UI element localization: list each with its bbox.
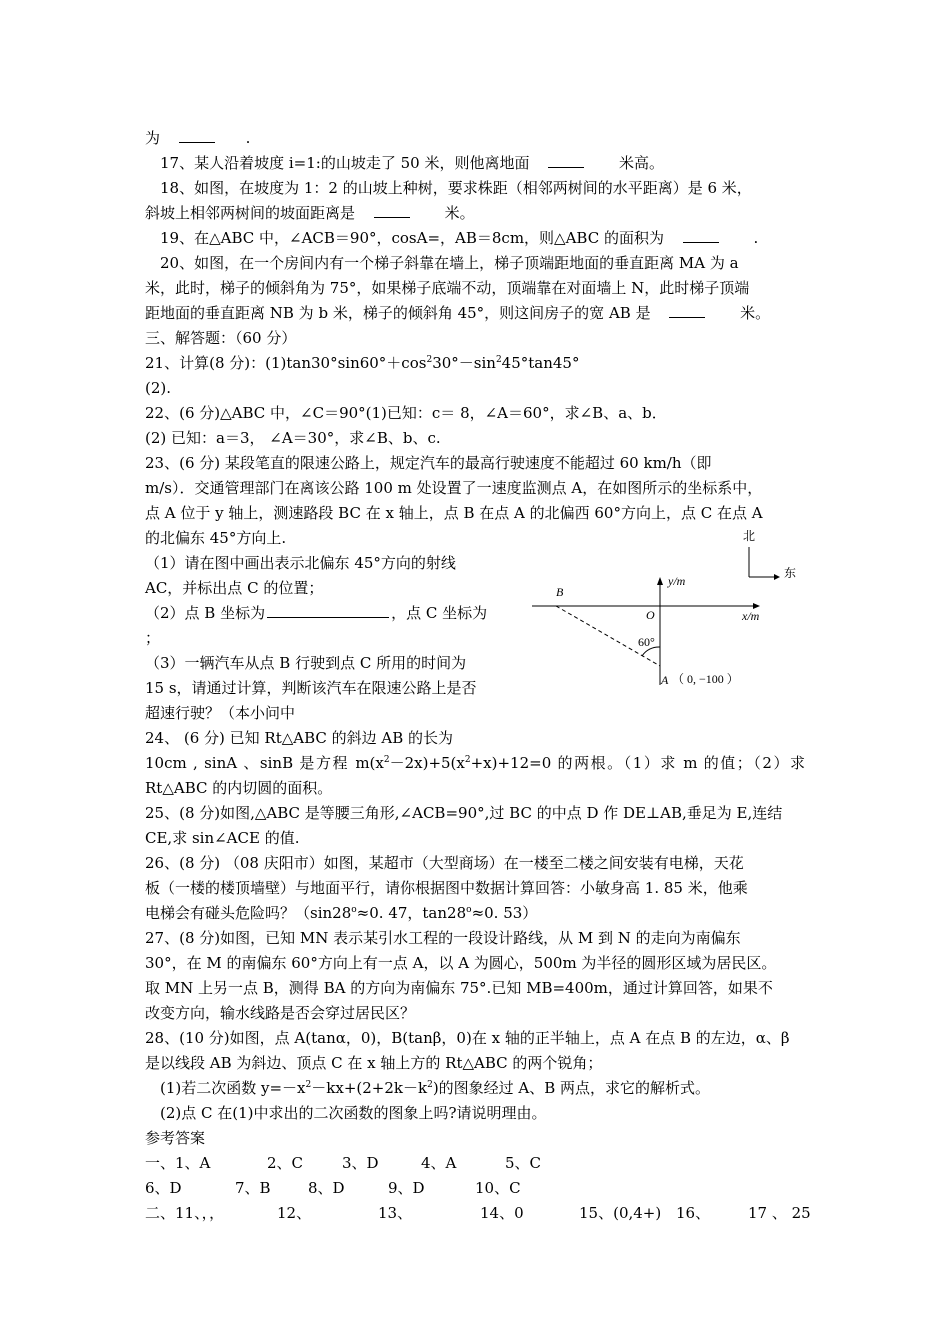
question-26-line1: 26、(8 分) （08 庆阳市）如图，某超市（大型商场）在一楼至二楼之间安装有电梯，天花 xyxy=(145,854,744,872)
question-20-line3: 距地面的垂直距离 NB 为 b 米，梯子的倾斜角 45°，则这间房子的宽 AB 是 米。 xyxy=(145,304,771,322)
answer-blank xyxy=(179,128,215,143)
y-axis-arrow-icon xyxy=(657,577,663,585)
question-23-line4: 的北偏东 45°方向上. xyxy=(145,529,287,547)
question-26-line2: 板（一楼的楼顶墙壁）与地面平行，请你根据图中数据计算回答：小敏身高 1. 85 米，他乘 xyxy=(145,879,748,897)
document-page: 为 . 17、某人沿着坡度 i=1:的山坡走了 50 米，则他离地面 米高。 18、如图，在坡度为 1：2 的山坡上种树，要求株距（相邻两树间的水平距离）是 6 米， 斜坡上相邻两树间的坡面距离是 米。 19、在△ABC 中，∠ACB＝90°，cosA=，AB＝8cm，则△ABC 的面积为 . 20、如图，在一个房间内有一个梯子斜靠在墙上，梯子顶端距地面的垂直距离 MA 为 a 米，此时，梯子的倾斜角为 75°，如果梯子底端不动，顶端靠在对面墙上 N，此时梯子顶端 距地面的垂直距离 NB 为 b 米，梯子的倾斜角 45°，则这间房子的宽 AB 是 米。 三、解答题：（60 分） 21、计算(8 分)：$(1)\tan 30^\circ\sin 60^\circ+\cos^230^\circ-\sin^245^\circ\tan 45^\circ$ (2). 22、(6 分)△ABC 中，∠C＝90°(1)已知：c＝ 8，∠A＝60°，求∠B、a、b． (2) 已知：a＝3， ∠A＝30°，求∠B、b、c. 23、(6 分) 某段笔直的限速公路上，规定汽车的最高行驶速度不能超过 60 km/h（即 m/s）．交通管理部门在离该公路 100 m 处设置了一速度监测点 A，在如图所示的坐标系中， 点 A 位于 y 轴上，测速路段 BC 在 x 轴上，点 B 在点 A 的北偏西 60°方向上，点 C 在点 A 的北偏东 45°方向上. （1）请在图中画出表示北偏东 45°方向的射线 AC，并标出点 C 的位置； （2）点 B 坐标为 ，点 C 坐标为 ； （3）一辆汽车从点 B 行驶到点 C 所用的时间为 15 s，请通过计算，判断该汽车在限速公路上是否 超速行驶？（本小问中 北 东 y/m x/m B O 60° A （ 0, −100 ） 24、 (6 分) 已知 Rt△ABC 的斜边 AB 的长为 10cm , sinA 、sinB 是方程 $m(x^2-2x)+5(x^2+x)+12=0$ 的两根。（1）求 m 的值；（2）求 Rt△ABC 的内切圆的面积。 25、(8 分)如图,△ABC 是等腰三角形,∠ACB=90°,过 BC 的中点 D 作 DE⊥AB,垂足为 E,连结 CE,求 sin∠ACE 的值. 26、(8 分) （08 庆阳市）如图，某超市（大型商场）在一楼至二楼之间安装有电梯，天花 板（一楼的楼顶墙壁）与地面平行，请你根据图中数据计算回答：小敏身高 1. 85 米，他乘 电梯会有碰头危险吗？（$\sin 28^o\approx 0$. 47，$\tan 28^o\approx 0$. 53） 27、(8 分)如图，已知 MN 表示某引水工程的一段设计路线，从 M 到 N 的走向为南偏东 30°，在 M 的南偏东 60°方向上有一点 A，以 A 为圆心，500m 为半径的圆形区域为居民区。 取 MN 上另一点 B，测得 BA 的方向为南偏东 75°.已知 MB=400m，通过计算回答，如果不 改变方向，输水线路是否会穿过居民区？ 28、(10 分)如图，点 A(tanα，0)，B(tanβ，0)在 x 轴的正半轴上，点 A 在点 B 的左边，α、β 是以线段 AB 为斜边、顶点 C 在 x 轴上方的 Rt△ABC 的两个锐角； (1)若二次函数 $y=-x^2-kx+(2+2k-k^2)$的图象经过 A、B 两点，求它的解析式。 (2)点 C 在(1)中求出的二次函数的图象上吗?请说明理由。 参考答案 一、1、A 2、C 3、D 4、A 5、C 6、D 7、B 8、D 9、D 10、C 二、11、，， 12、 13、 14、0 15、(0,4+) 16、 17 、 25 xyxy=(145,129,811,1222)
angle-label: 60° xyxy=(638,635,655,649)
question-23-line1: 23、(6 分) 某段笔直的限速公路上，规定汽车的最高行驶速度不能超过 60 km/h（即 xyxy=(145,454,712,472)
question-20-line2: 米，此时，梯子的倾斜角为 75°，如果梯子底端不动，顶端靠在对面墙上 N，此时梯子顶端 xyxy=(145,279,750,297)
question-23-sub3-line1: （3）一辆汽车从点 B 行驶到点 C 所用的时间为 xyxy=(145,654,467,672)
point-A-coordinates: （ 0, −100 ） xyxy=(672,672,739,686)
question-26-line3: 电梯会有碰头危险吗？（$\sin 28^o\approx 0$. 47，$\tan 28^o\approx 0$. 53） xyxy=(145,904,538,922)
answer-blank xyxy=(548,153,584,168)
answer-blank xyxy=(683,228,719,243)
question-24-line1: 24、 (6 分) 已知 Rt△ABC 的斜边 AB 的长为 xyxy=(145,729,454,747)
question-22-line1: 22、(6 分)△ABC 中，∠C＝90°(1)已知：c＝ 8，∠A＝60°，求∠B、a、b． xyxy=(145,404,667,422)
answer-blank xyxy=(669,303,705,318)
question-23-sub2-end: ； xyxy=(145,629,161,647)
question-17: 17、某人沿着坡度 i=1:的山坡走了 50 米，则他离地面 米高。 xyxy=(160,154,665,172)
y-axis-label: y/m xyxy=(668,574,686,588)
question-28-line2: 是以线段 AB 为斜边、顶点 C 在 x 轴上方的 Rt△ABC 的两个锐角； xyxy=(145,1054,603,1072)
question-23-line3: 点 A 位于 y 轴上，测速路段 BC 在 x 轴上，点 B 在点 A 的北偏西 60°方向上，点 C 在点 A xyxy=(145,504,763,522)
question-23-sub3-line3: 超速行驶？（本小问中 xyxy=(145,704,296,722)
question-25-line1: 25、(8 分)如图,△ABC 是等腰三角形,∠ACB=90°,过 BC 的中点 D 作 DE⊥AB,垂足为 E,连结 xyxy=(145,804,783,822)
question-23-sub1-line1: （1）请在图中画出表示北偏东 45°方向的射线 xyxy=(145,554,456,572)
question-27-line2: 30°，在 M 的南偏东 60°方向上有一点 A，以 A 为圆心，500m 为半径的圆形区域为居民区。 xyxy=(145,954,777,972)
question-22-line2: (2) 已知：a＝3， ∠A＝30°，求∠B、b、c. xyxy=(145,429,441,447)
question-27-line1: 27、(8 分)如图，已知 MN 表示某引水工程的一段设计路线，从 M 到 N 的走向为南偏东 xyxy=(145,929,741,947)
question-27-line3: 取 MN 上另一点 B，测得 BA 的方向为南偏东 75°.已知 MB=400m，通过计算回答，如果不 xyxy=(145,979,773,997)
question-18-line2: 斜坡上相邻两树间的坡面距离是 米。 xyxy=(145,204,475,222)
point-B-label: B xyxy=(556,585,564,599)
question-23-sub1-line2: AC，并标出点 C 的位置； xyxy=(145,579,324,597)
east-arrow-icon xyxy=(774,574,780,580)
answer-blank xyxy=(374,203,410,218)
question-19: 19、在△ABC 中，∠ACB＝90°，cosA=，AB＝8cm，则△ABC 的面积为 . xyxy=(160,229,759,247)
question-23-line2: m/s）．交通管理部门在离该公路 100 m 处设置了一速度监测点 A，在如图所示的坐标系中， xyxy=(145,479,763,497)
question-27-line4: 改变方向，输水线路是否会穿过居民区？ xyxy=(145,1004,416,1022)
question-24-line3: Rt△ABC 的内切圆的面积。 xyxy=(145,779,333,797)
point-A-label: A xyxy=(661,673,669,687)
question-28-part1: (1)若二次函数 $y=-x^2-kx+(2+2k-k^2)$的图象经过 A、B 两点，求它的解析式。 xyxy=(160,1079,711,1097)
question-23-sub3-line2: 15 s，请通过计算，判断该汽车在限速公路上是否 xyxy=(145,679,477,697)
question-24-line2: 10cm , sinA 、sinB 是方程 $m(x^2-2x)+5(x^2+x)+12=0$ 的两根。（1）求 m 的值；（2）求 xyxy=(145,754,805,772)
x-axis-label: x/m xyxy=(742,609,760,623)
section-three-heading: 三、解答题：（60 分） xyxy=(145,329,297,347)
question-21: 21、计算(8 分)：$(1)\tan 30^\circ\sin 60^\circ+\cos^230^\circ-\sin^245^\circ\tan 45^\circ$ xyxy=(145,354,580,372)
answer-blank xyxy=(267,603,389,618)
north-label: 北 xyxy=(743,529,756,543)
question-28-line1: 28、(10 分)如图，点 A(tanα，0)，B(tanβ，0)在 x 轴的正半轴上，点 A 在点 B 的左边，α、β xyxy=(145,1029,790,1047)
east-label: 东 xyxy=(784,566,797,580)
question-25-line2: CE,求 sin∠ACE 的值. xyxy=(145,829,300,847)
question-28-part2: (2)点 C 在(1)中求出的二次函数的图象上吗?请说明理由。 xyxy=(160,1104,547,1122)
question-23-sub2: （2）点 B 坐标为 ，点 C 坐标为 xyxy=(145,604,488,622)
origin-label: O xyxy=(646,608,655,622)
answers-heading: 参考答案 xyxy=(145,1129,206,1147)
coordinate-figure xyxy=(528,525,808,695)
question-18-line1: 18、如图，在坡度为 1：2 的山坡上种树，要求株距（相邻两树间的水平距离）是 6 米， xyxy=(160,179,752,197)
question-21-part2: (2). xyxy=(145,379,172,397)
line-continuation: 为 . xyxy=(145,129,251,147)
question-20-line1: 20、如图，在一个房间内有一个梯子斜靠在墙上，梯子顶端距地面的垂直距离 MA 为 a xyxy=(160,254,739,272)
